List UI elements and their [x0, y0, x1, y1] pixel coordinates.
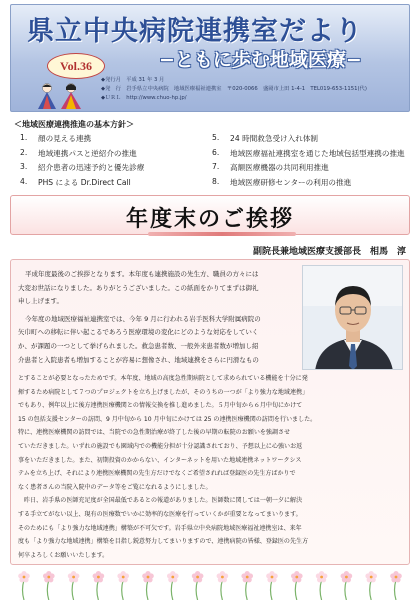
title-underline-decoration	[148, 232, 296, 236]
policy-item: 8. 地域医療研修センターの利用の推進	[212, 176, 352, 187]
article-line: する手立てがない以上、現有の医療数でいかに効率的な医療を行っていくかが重要となってまいります。	[18, 510, 302, 518]
article-author: 副院長兼地域医療支援部長 相馬 淳	[252, 247, 406, 257]
article-line: テムを立ち上げ、それにより連携医療機関の先生方だけでなくご希望されれば登録医の先生方ばかりで	[18, 470, 296, 478]
policy-item: 6. 地域医療福祉連携室を通じた地域包括型連携の推進	[212, 147, 405, 158]
info-line-url[interactable]: ◆ＵＲＬ http://www.chuo-hp.jp/	[101, 95, 187, 101]
article-line: 大変お世話になりました。ありがとうございました。この紙面をかりてまずは御礼	[18, 283, 259, 292]
policy-item: 7. 高額医療機器の共同利用推進	[212, 162, 329, 172]
policy-heading: ＜地域医療連携推進の基本方針＞	[14, 120, 134, 129]
flower-icon	[241, 571, 253, 600]
article-line: 15 の包括支援センターの訪問、9 月中旬から 10 月中旬にかけては 25 の連携医療機関の訪問を行いました。	[18, 415, 317, 423]
flower-icon	[266, 571, 278, 600]
article-line: か、が課題の一つとして挙げられました。救急患者数、一般外来患者数が増加し紹	[18, 341, 259, 350]
flower-icon	[192, 571, 204, 600]
flower-icon	[291, 571, 303, 600]
flower-icon	[117, 571, 129, 600]
flower-icon	[18, 571, 30, 600]
article-line: 平成年度最後のご挨拶となります。本年度も連携施設の先生方、職員の方々には	[25, 270, 259, 278]
article-title: 年度末のご挨拶	[125, 206, 294, 232]
article-line: 今年度の地域医療福祉連携室では、今年 9 月に行われる岩手医科大学附属病院の	[25, 314, 261, 323]
policy-item: 1. 顔の見える連携	[20, 133, 92, 143]
flower-icon	[365, 571, 377, 600]
flower-icon	[217, 571, 229, 600]
article-line: 揮するため病院として７つのプロジェクトを立ち上げましたが、そのうちの一つが「より強力な地域連携」	[18, 388, 309, 396]
volume-badge: Vol.36	[47, 53, 105, 79]
info-line-issue-date: ◆発行月 平成 31 年 3 月	[101, 77, 165, 83]
newsletter-banner	[10, 4, 410, 112]
flower-icon	[316, 571, 328, 600]
article-line: 度も「より強力な地域連携」構築を目指し鋭意努力してまいりますので、連携病院の皆様、登録医の先生方	[18, 538, 309, 546]
article-text	[18, 268, 300, 367]
article-line: なく患者さんの当院入院中のデータ等をご覧になれるようにしました。	[18, 483, 212, 491]
flower-icon	[68, 571, 80, 600]
article-line: 何卒よろしくお願いいたします。	[18, 551, 109, 559]
policy-item: 2. 地域連携パスと逆紹介の推進	[20, 147, 137, 158]
newsletter-title: 県立中央病院連携室だより	[27, 16, 363, 47]
info-line-publisher: ◆発 行 岩手県立中央病院 地域医療福祉連携室 〒020-0066 盛岡市上田 1-4-1 TEL019-653-1151(代)	[101, 86, 367, 92]
policy-item: 4. PHS による Dr.Direct Call	[20, 176, 131, 187]
newsletter-subtitle: −ともに歩む地域医療−	[159, 49, 362, 71]
flower-icon	[390, 571, 402, 600]
policy-item: 3. 紹介患者の迅速予約と優先診療	[20, 162, 145, 172]
article-line: そのためにも「より強力な地域連携」構築が不可欠です。岩手県立中央病院地域医療福祉連携室は、来年	[18, 524, 302, 532]
flower-icon	[93, 571, 105, 600]
article-line: 申し上げます。	[18, 297, 63, 306]
flower-icon	[341, 571, 353, 600]
policy-list-right	[212, 133, 412, 191]
publication-info	[101, 76, 410, 103]
flower-icon	[167, 571, 179, 600]
author-portrait-icon	[302, 265, 403, 370]
article-line: でもあり、例年以上に後方連携医療機関との情報交換を推し進めました。５月中旬から６月中旬にかけて	[18, 402, 303, 410]
article-line: 介患者と入院患者も増加することが容易に想像され、地域連携をさらに円滑なもの	[18, 355, 259, 364]
article-line: とすることが必要となったためです。本年度、地域の高度急性期病院として求められている機能を十分に発	[18, 375, 308, 382]
article-line: 昨日、岩手県の医師充足度が全国最低であるとの報道がありました。医師数に関しては一朝一夕に解決	[24, 497, 303, 505]
flower-icon	[43, 571, 55, 600]
article-line: ていただきました。いずれの施設でも園域内での機能分担が十分認識されており、予想以上に心強いお返	[18, 442, 303, 450]
article-line: 矢巾町への移転に伴い起こるであろう医療環境の変化にどのような対応をしていく	[18, 328, 259, 337]
policy-list-left	[20, 133, 200, 191]
article-text-wide	[18, 372, 406, 562]
article-title-frame	[10, 195, 410, 235]
article-line: 特に、連携医療機関の訪問では、当院での急性期治療が終了した後の早期の転院のお願いを強調させ	[18, 429, 291, 437]
article-line: 事をいただきました。また、初期投資のかからない、インターネットを用いた地域連携ネットワークシス	[18, 456, 302, 464]
policy-item: 5. 24 時間救急受け入れ体制	[212, 133, 319, 143]
cherry-blossom-border-icon	[10, 566, 410, 600]
flower-icon	[142, 571, 154, 600]
